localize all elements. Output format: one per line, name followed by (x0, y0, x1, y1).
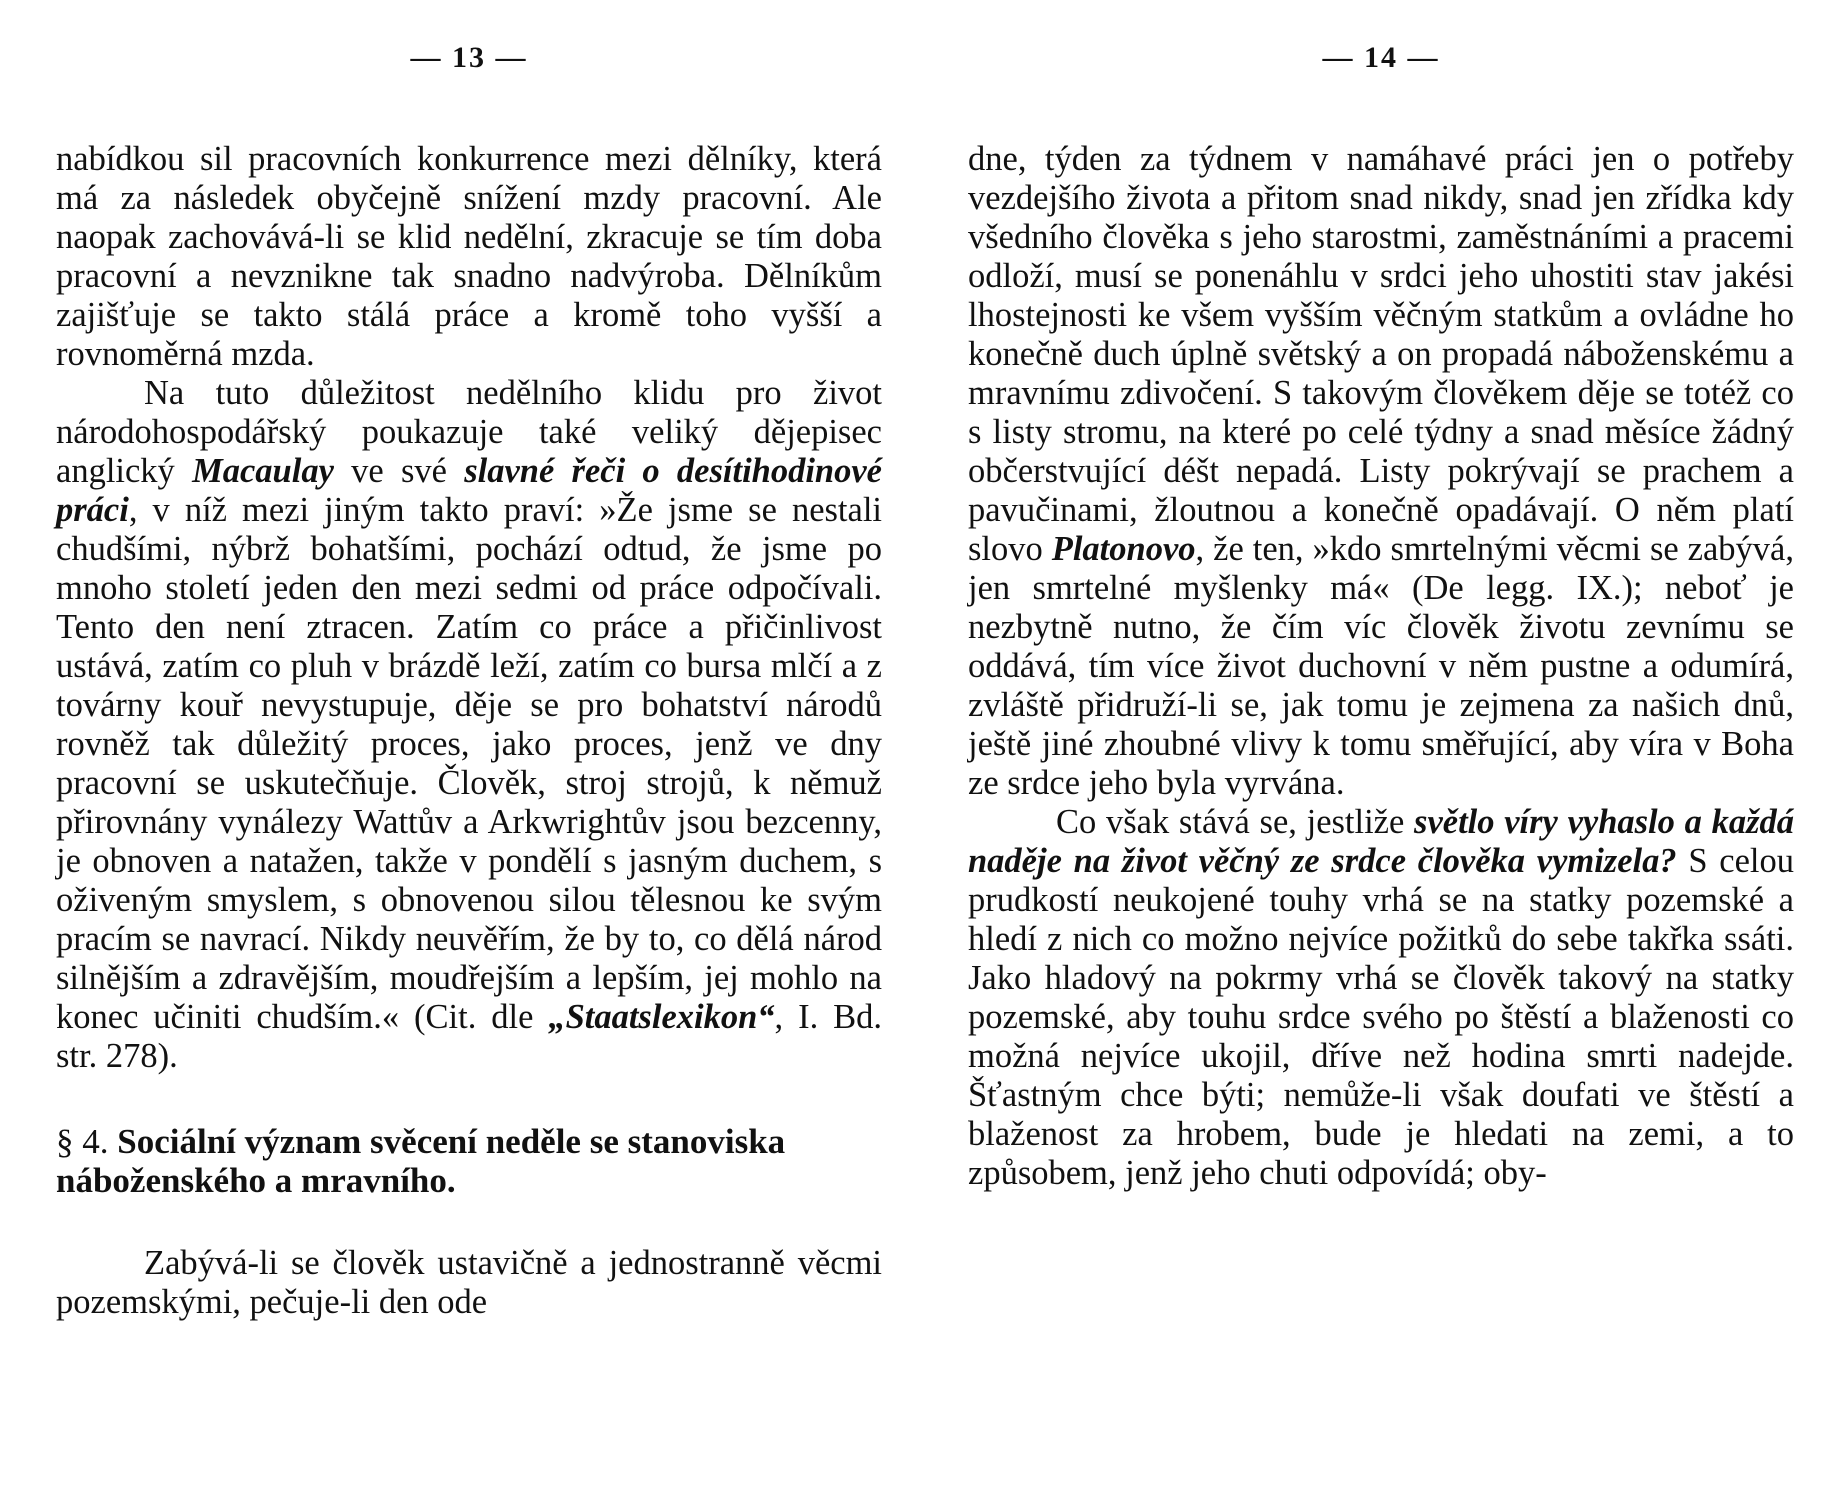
page-body (56, 140, 882, 1322)
right-page (968, 34, 1794, 1193)
page-body (968, 140, 1794, 1193)
left-page (56, 34, 882, 1322)
text-run: Co však stává se, jestliže (1056, 803, 1415, 841)
text-run: , v níž mezi jiným takto praví: »Že jsme se nestali chudšími, nýbrž bohatšími, pochází odtud, že jsme po mnoho století jeden den mezi sedmi od práce odpočívali. Tento den není ztracen. Zatím co práce a přičinlivost ustává, zatím co pluh v brázdě leží, zatím co bursa mlčí a z továrny kouř nevystupuje, děje se pro bohatství národů rovněž tak důležitý proces, jako proces, jenž ve dny pracovní se uskutečňuje. Člověk, stroj strojů, k němuž přirovnány vynálezy Wattův a Arkwrightův jsou bezcenny, je obnoven a natažen, takže v pondělí s jasným duchem, s oživeným smyslem, s obnovenou silou tělesnou ke svým pracím se navrací. Nikdy neuvěřím, že by to, co dělá národ silnějším a zdravějším, moudřejším a lepším, jej mohlo na konec učiniti chudším.« (Cit. dle (56, 491, 882, 1036)
paragraph: Zabývá-li se člověk ustavičně a jednostranně věcmi pozemskými, pečuje-li den ode (56, 1244, 882, 1321)
italic-phrase: světlo víry vyhaslo a každá naděje na život věčný ze srdce člověka vymizela? (968, 803, 1794, 880)
text-run: , I. Bd. str. 278). (56, 998, 882, 1075)
text-run: S celou prudkostí neukojené touhy vrhá se na statky pozemské a hledí z nich co možno nejvíce požitků do sebe takřka ssáti. Jako hladový na pokrmy vrhá se člověk takový na statky pozemské, aby touhu srdce svého po štěstí a blaženosti co možná nejvíce ukojil, dříve než hodina smrti nadejde. Šťastným chce býti; nemůže-li však doufati ve štěstí a blaženost za hrobem, bude je hledati na zemi, a to způsobem, jenž jeho chuti odpovídá; oby- (968, 842, 1794, 1192)
text-run: , že ten, »kdo smrtelnými věcmi se zabývá, jen smrtelné myšlenky má« (De legg. IX.); neboť je nezbytně nutno, že čím víc člověk životu zevnímu se oddává, tím více život duchovní v něm pustne a odumírá, zvláště přidruží-li se, jak tomu je zejmena za našich dnů, ještě jiné zhoubné vlivy k tomu směřující, aby víra v Boha ze srdce jeho byla vyrvána. (968, 530, 1794, 802)
text-run: dne, týden za týdnem v namáhavé práci jen o potřeby vezdejšího života a přitom snad nikdy, snad jen zřídka kdy všedního člověka s jeho starostmi, zaměstnáními a pracemi odloží, musí se ponenáhlu v srdci jeho uhostiti stav jakési lhostejnosti ke všem vyšším věčným statkům a ovládne ho konečně duch úplně světský a on propadá náboženskému a mravnímu zdivočení. S takovým člověkem děje se totéž co s listy stromu, na které po celé týdny a snad měsíce žádný občerstvující déšt nepadá. Listy pokrývají se prachem a pavučinami, žloutnou a konečně opadávají. O něm platí slovo (968, 140, 1794, 568)
paragraph (968, 803, 1794, 1193)
italic-name: Platonovo (1051, 530, 1196, 568)
page-number: — 14 — (1322, 41, 1440, 74)
section-number: § 4. (56, 1122, 109, 1161)
paragraph: nabídkou sil pracovních konkurrence mezi dělníky, která má za následek obyčejně snížení mzdy pracovní. Ale naopak zachovává-li se klid nedělní, zkracuje se tím doba pracovní a nevznikne tak snadno nadvýroba. Dělníkům zajišťuje se takto stálá práce a kromě toho vyšší a rovnoměrná mzda. (56, 140, 882, 373)
paragraph (56, 374, 882, 1076)
section-heading (56, 1122, 882, 1200)
italic-name: Macaulay (192, 452, 334, 490)
page-number: — 13 — (410, 41, 528, 74)
text-run: Na tuto důležitost nedělního klidu pro život národohospodářský poukazuje také veliký dějepisec anglický (56, 374, 882, 490)
italic-title: slavné řeči o desítihodinové práci (56, 452, 883, 529)
paragraph (968, 140, 1794, 803)
italic-citation: „Staatslexikon“ (548, 998, 775, 1036)
section-title: Sociální význam svěcení neděle se stanoviska náboženského a mravního. (56, 1122, 786, 1200)
text-run: ve své (333, 452, 465, 490)
